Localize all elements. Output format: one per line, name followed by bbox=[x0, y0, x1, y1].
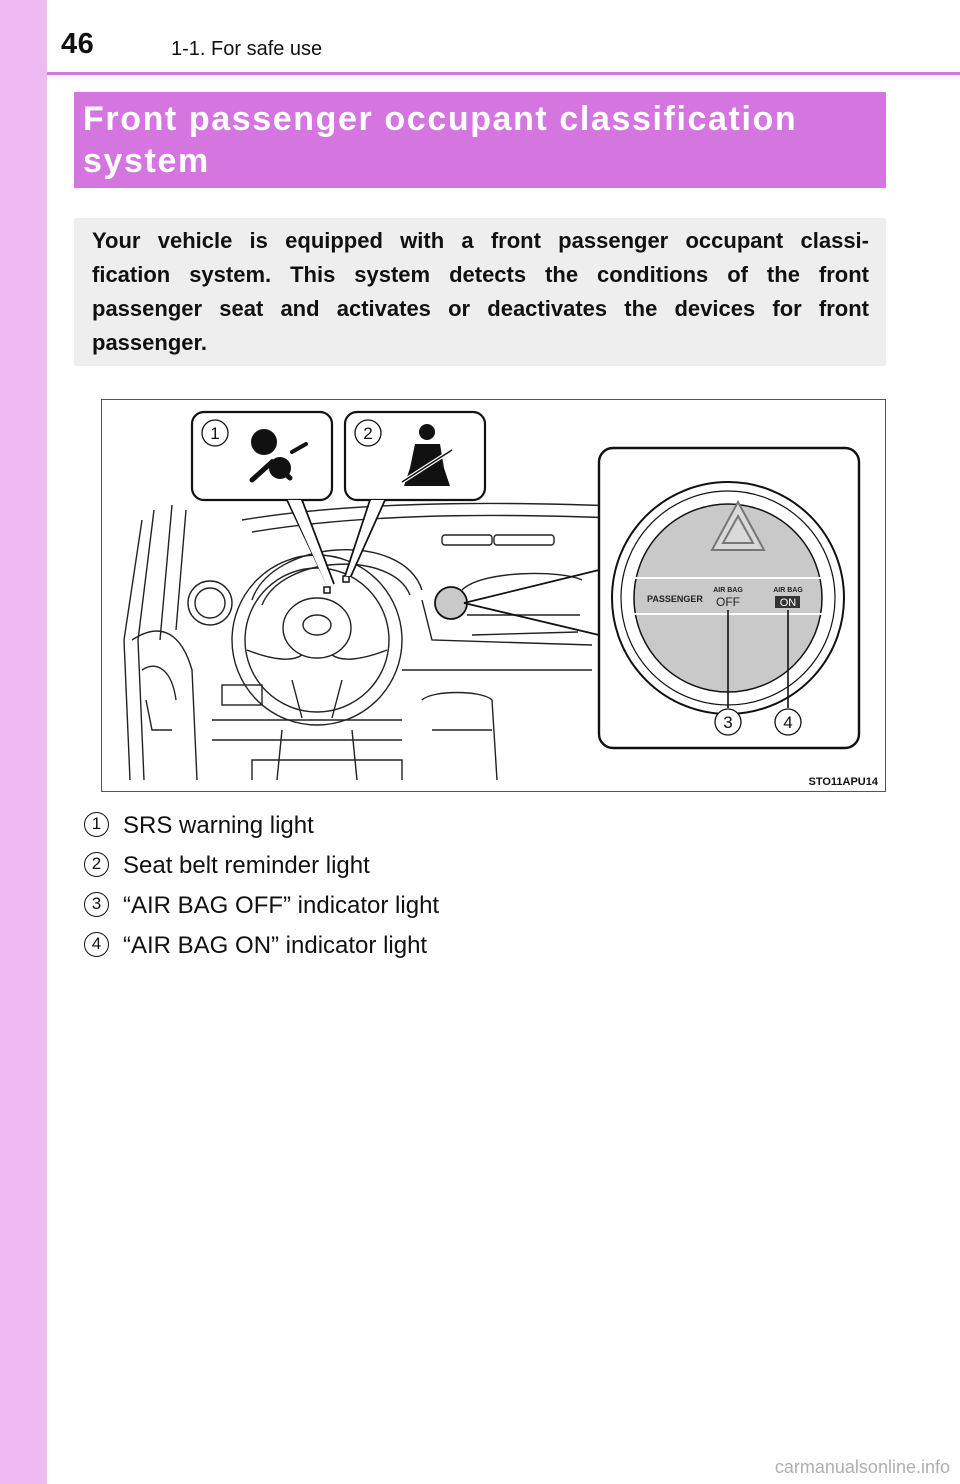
header-rule bbox=[47, 72, 960, 75]
legend-label: SRS warning light bbox=[123, 812, 314, 839]
intro-text bbox=[92, 224, 869, 360]
figure-code: STO11APU14 bbox=[808, 776, 878, 788]
panel-passenger-label: PASSENGER bbox=[647, 594, 703, 604]
legend-item bbox=[84, 808, 784, 848]
intro-box bbox=[74, 218, 886, 366]
page-number: 46 bbox=[61, 28, 95, 60]
callout-4-number: 4 bbox=[783, 713, 793, 732]
panel-airbag-off-label: OFF bbox=[716, 595, 740, 609]
side-color-strip bbox=[0, 0, 47, 1484]
panel-airbag-on-label: ON bbox=[779, 597, 797, 609]
legend-number: 4 bbox=[84, 932, 109, 957]
intro-line: Your vehicle is equipped with a front passenger occupant classi- bbox=[92, 228, 869, 253]
watermark: carmanualsonline.info bbox=[774, 1457, 950, 1477]
legend-label: “AIR BAG OFF” indicator light bbox=[123, 892, 440, 919]
legend-item bbox=[84, 928, 784, 968]
legend-number: 3 bbox=[84, 892, 109, 917]
dashboard-illustration bbox=[101, 399, 886, 792]
intro-line: passenger. bbox=[92, 330, 207, 355]
section-title: Front passenger occupant classification system bbox=[83, 100, 798, 180]
legend-number: 2 bbox=[84, 852, 109, 877]
panel-airbag-off-top: AIR BAG bbox=[713, 587, 743, 594]
callout-3-number: 3 bbox=[723, 713, 733, 732]
callout-2-number: 2 bbox=[363, 424, 373, 443]
running-head: 1-1. For safe use bbox=[171, 38, 323, 60]
legend-number: 1 bbox=[84, 812, 109, 837]
dashboard-drawing bbox=[102, 400, 887, 793]
callout-1-number: 1 bbox=[210, 424, 220, 443]
panel-airbag-on-top: AIR BAG bbox=[773, 587, 803, 594]
legend-item bbox=[84, 888, 784, 928]
intro-line: fication system. This system detects the conditions of the front bbox=[92, 262, 869, 287]
legend-label: “AIR BAG ON” indicator light bbox=[123, 932, 428, 959]
intro-line: passenger seat and activates or deactivates the devices for front bbox=[92, 296, 869, 321]
section-banner bbox=[74, 92, 886, 188]
legend-item bbox=[84, 848, 784, 888]
legend-list bbox=[84, 808, 784, 968]
legend-label: Seat belt reminder light bbox=[123, 852, 370, 879]
